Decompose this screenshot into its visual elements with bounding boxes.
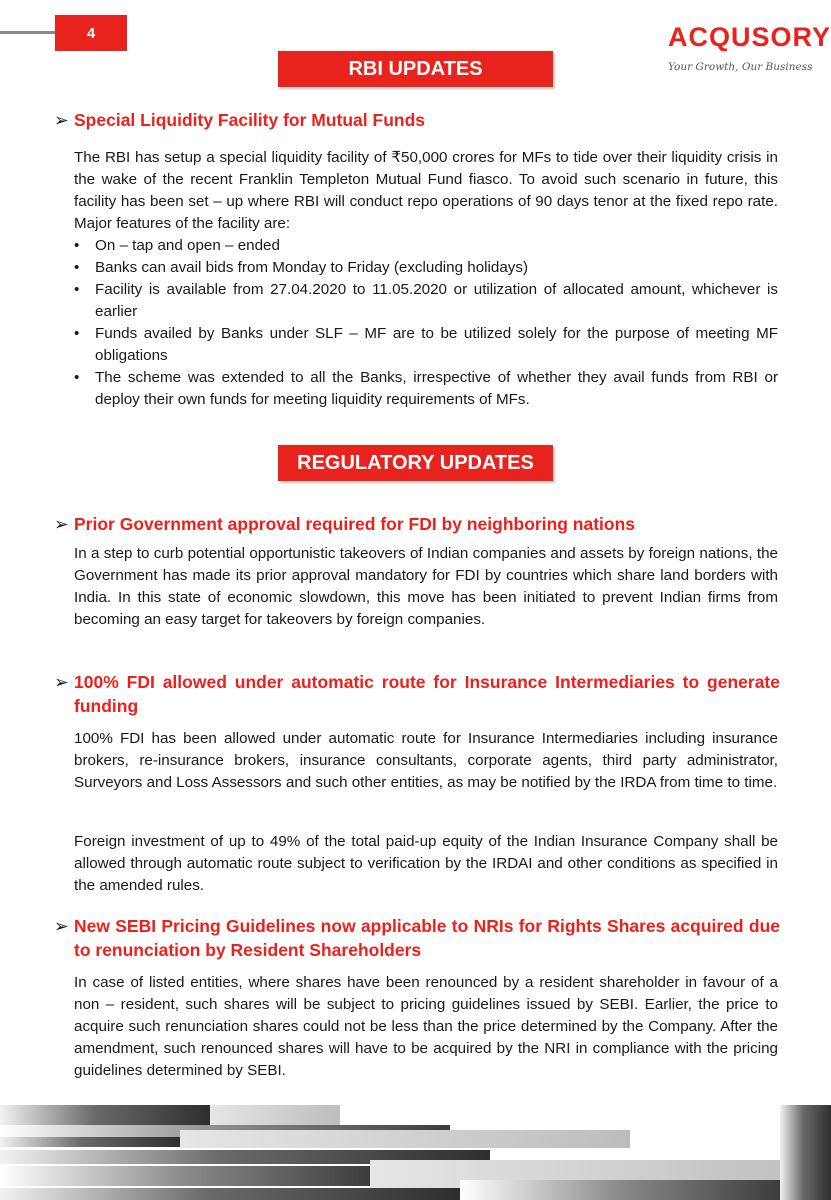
list-item: • The scheme was extended to all the Banks, irrespective of whether they avail funds from RBI or deploy their own funds for meeting liquidity requirements of MFs. — [74, 367, 778, 411]
insurance-fdi-paragraph-1: 100% FDI has been allowed under automatic route for Insurance Intermediaries including insurance brokers, re-insurance brokers, insurance consultants, corporate agents, third party administrator, Surveyors and Loss Assessors and such other entities, as may be notified by the IRDA from time to time. — [74, 730, 778, 791]
regulatory-updates-banner: REGULATORY UPDATES — [278, 445, 553, 481]
page-number: 4 — [55, 15, 127, 51]
arrowhead-bullet-icon: ➢ — [54, 110, 69, 130]
list-item: • Banks can avail bids from Monday to Friday (excluding holidays) — [74, 257, 778, 279]
rbi-feature-list — [74, 235, 778, 411]
arrowhead-bullet-icon: ➢ — [54, 916, 69, 936]
fdi-neighbors-paragraph: In a step to curb potential opportunistic takeovers of Indian companies and assets by foreign nations, the Government has made its prior approval mandatory for FDI by countries which share land borders with India. In this state of economic slowdown, this move has been initiated to prevent Indian firms from becoming an easy target for takeovers by foreign companies. — [74, 545, 778, 628]
insurance-fdi-paragraph-2: Foreign investment of up to 49% of the total paid-up equity of the Indian Insurance Company shall be allowed through automatic route subject to verification by the IRDAI and other conditions as specified in the amended rules. — [74, 833, 778, 894]
list-item: • Funds availed by Banks under SLF – MF are to be utilized solely for the purpose of meeting MF obligations — [74, 323, 778, 367]
logo-name-left: ACQU — [668, 22, 752, 52]
heading-text: Special Liquidity Facility for Mutual Funds — [74, 110, 425, 130]
footer-stripes — [0, 1100, 831, 1200]
sebi-pricing-paragraph: In case of listed entities, where shares have been renounced by a resident shareholder in favour of a non – resident, such shares will be subject to pricing guidelines issued by SEBI. Earlier, the price to acquire such renunciation shares could not be less than the price determined by the Company. After the amendment, such renounced shares will have to be acquired by the NRI in compliance with the pricing guidelines determined by SEBI. — [74, 974, 778, 1079]
heading-text: Prior Government approval required for FDI by neighboring nations — [74, 514, 636, 534]
arrowhead-bullet-icon: ➢ — [54, 672, 69, 692]
rbi-updates-banner: RBI UPDATES — [278, 51, 553, 87]
header-rule — [0, 31, 60, 34]
company-logo — [668, 22, 831, 78]
section-heading-fdi-neighbors — [54, 512, 780, 536]
section-heading-insurance-fdi — [54, 670, 780, 718]
heading-text: New SEBI Pricing Guidelines now applicable to NRIs for Rights Shares acquired due to renunciation by Resident Shareholders — [74, 916, 780, 960]
list-item: • Facility is available from 27.04.2020 to 11.05.2020 or utilization of allocated amount, whichever is earlier — [74, 279, 778, 323]
rbi-intro-paragraph: The RBI has setup a special liquidity facility of ₹50,000 crores for MFs to tide over their liquidity crisis in the wake of the recent Franklin Templeton Mutual Fund fiasco. To avoid such scenario in future, this facility has been set – up where RBI will conduct repo operations of 90 days tenor at the fixed repo rate. Major features of the facility are: — [74, 149, 778, 232]
logo-wordmark — [668, 22, 831, 52]
arrowhead-bullet-icon: ➢ — [54, 514, 69, 534]
list-item: • On – tap and open – ended — [74, 235, 778, 257]
section-heading-liquidity — [54, 108, 780, 132]
section-heading-sebi-pricing — [54, 914, 780, 962]
heading-text: 100% FDI allowed under automatic route for Insurance Intermediaries to generate funding — [74, 672, 780, 716]
logo-name-right: SORY — [751, 22, 831, 52]
logo-tagline: Your Growth, Our Business — [668, 61, 813, 73]
